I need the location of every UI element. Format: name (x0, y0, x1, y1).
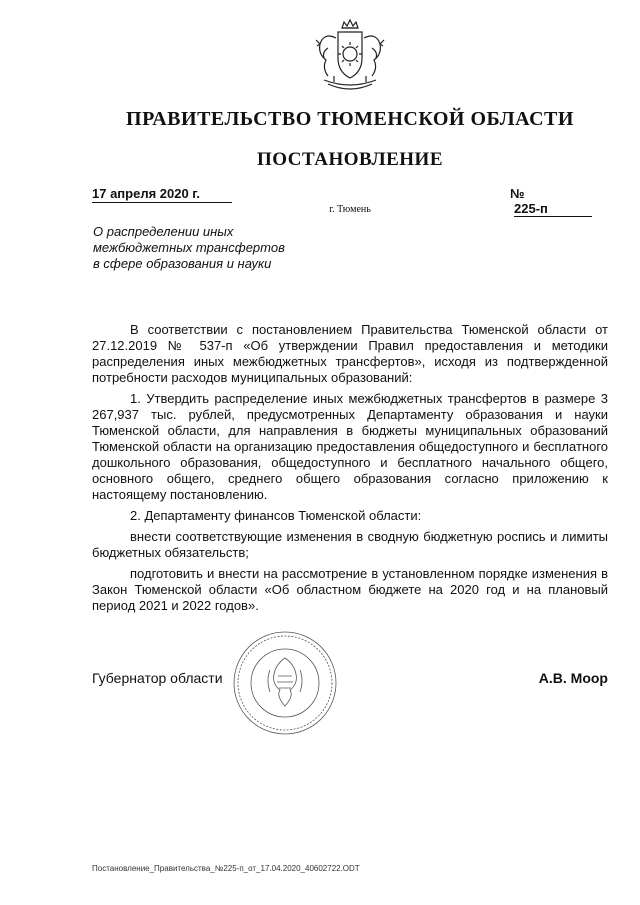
signatory-position: Губернатор области (92, 670, 223, 686)
body-paragraph: внести соответствующие изменения в сводную бюджетную роспись и лимиты бюджетных обязательств; (92, 529, 608, 560)
subject-line: в сфере образования и науки (93, 256, 272, 271)
document-type: ПОСТАНОВЛЕНИЕ (256, 149, 444, 170)
document-number: 225-п (514, 201, 592, 217)
subject-line: межбюджетных трансфертов (93, 240, 285, 255)
coat-of-arms-emblem (308, 18, 392, 98)
government-title: ПРАВИТЕЛЬСТВО ТЮМЕНСКОЙ ОБЛАСТИ (126, 108, 574, 130)
number-label: № (510, 186, 525, 201)
body-paragraph: подготовить и внести на рассмотрение в установленном порядке изменения в Закон Тюменской области «Об областном бюджете на 2020 год и на плановый период 2021 и 2022 годов». (92, 566, 608, 613)
document-subject (93, 224, 353, 272)
body-paragraph: 1. Утвердить распределение иных межбюджетных трансфертов в размере 3 267,937 тыс. рублей, предусмотренных Департаменту образования и науки Тюменской области, для направления в бюджеты муниципальных образований Тюменской области на организацию предоставления общедоступного и бесплатного дошкольного образования, общедоступного и бесплатного начального общего, основного общего, среднего общего образования согласно приложению к настоящему постановлению. (92, 391, 608, 502)
subject-line: О распределении иных (93, 224, 234, 239)
document-body (92, 322, 608, 619)
body-paragraph: В соответствии с постановлением Правительства Тюменской области от 27.12.2019 № 537-п «Об утверждении Правил предоставления и методики распределения иных межбюджетных трансфертов», исходя из подтвержденной потребности расходов муниципальных образований: (92, 322, 608, 385)
signatory-name: А.В. Моор (538, 670, 608, 686)
footer-filename: Постановление_Правительства_№225-п_от_17.04.2020_40602722.ODT (92, 864, 360, 873)
document-date: 17 апреля 2020 г. (92, 186, 232, 203)
body-paragraph: 2. Департаменту финансов Тюменской области: (130, 508, 422, 523)
city-name: г. Тюмень (329, 204, 371, 215)
signature-block (92, 670, 608, 690)
